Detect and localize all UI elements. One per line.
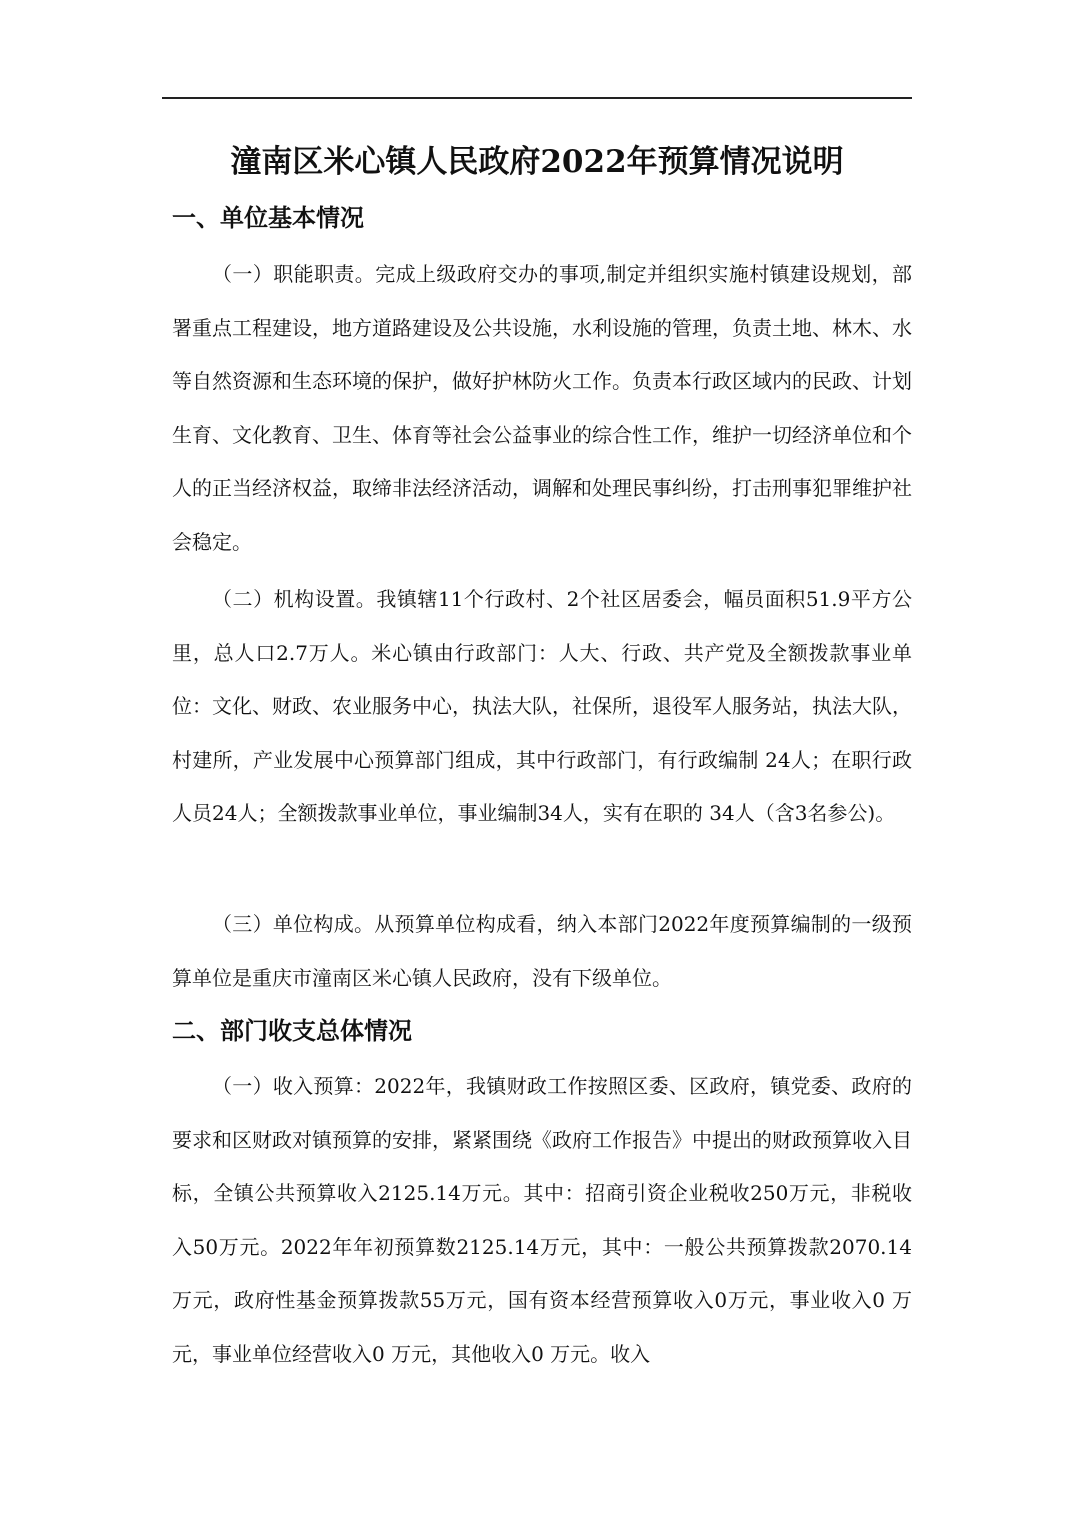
header-rule <box>162 97 912 99</box>
section-heading-2: 二、部门收支总体情况 <box>172 1016 412 1045</box>
paragraph-income-budget: （一）收入预算：2022年，我镇财政工作按照区委、区政府，镇党委、政府的要求和区财政对镇预算的安排，紧紧围绕《政府工作报告》中提出的财政预算收入目标，全镇公共预算收入2125.14万元。其中：招商引资企业税收250万元，非税收入50万元。2022年年初预算数2125.14万元，其中：一般公共预算拨款2070.14万元，政府性基金预算拨款55万元，国有资本经营预算收入0万元，事业收入0 万元，事业单位经营收入0 万元，其他收入0 万元。收入 <box>172 1074 912 1366</box>
document-title: 潼南区米心镇人民政府2022年预算情况说明 <box>230 144 844 180</box>
section-heading-1: 一、单位基本情况 <box>172 203 364 232</box>
paragraph-composition: （三）单位构成。从预算单位构成看，纳入本部门2022年度预算编制的一级预算单位是重庆市潼南区米心镇人民政府，没有下级单位。 <box>172 912 912 990</box>
paragraph-organization: （二）机构设置。我镇辖11个行政村、2个社区居委会，幅员面积51.9平方公里，总人口2.7万人。米心镇由行政部门：人大、行政、共产党及全额拨款事业单位：文化、财政、农业服务中心，执法大队，社保所，退役军人服务站，执法大队，村建所，产业发展中心预算部门组成，其中行政部门，有行政编制 24人；在职行政人员24人；全额拨款事业单位，事业编制34人，实有在职的 34人（含3名参公)。 <box>172 587 912 826</box>
paragraph-functions: （一）职能职责。完成上级政府交办的事项,制定并组织实施村镇建设规划，部署重点工程建设，地方道路建设及公共设施，水利设施的管理，负责土地、林木、水等自然资源和生态环境的保护，做好护林防火工作。负责本行政区域内的民政、计划生育、文化教育、卫生、体育等社会公益事业的综合性工作，维护一切经济单位和个人的正当经济权益，取缔非法经济活动，调解和处理民事纠纷，打击刑事犯罪维护社会稳定。 <box>172 262 912 554</box>
